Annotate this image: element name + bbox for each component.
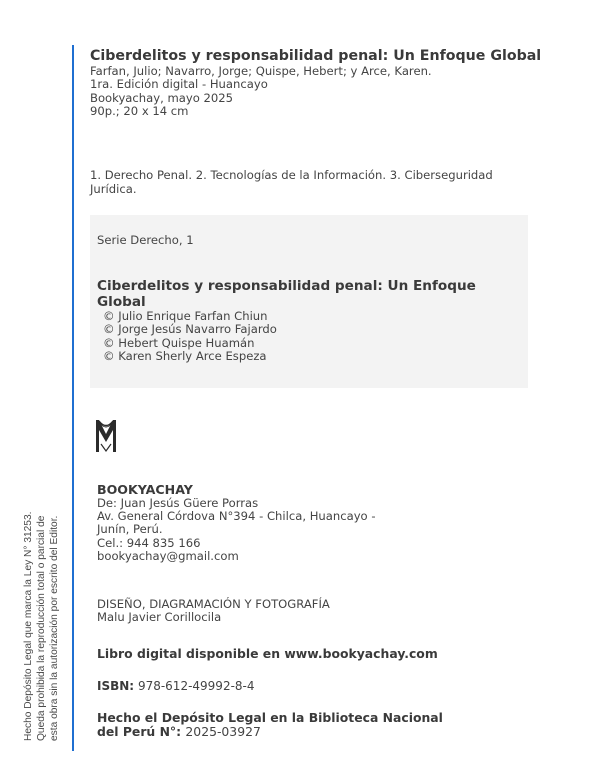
accent-vertical-line — [72, 45, 74, 751]
copyright-title-line: Ciberdelitos y responsabilidad penal: Un Enfoque — [97, 278, 476, 294]
design-credits — [97, 598, 330, 624]
book-publisher-date: Bookyachay, mayo 2025 — [90, 90, 234, 105]
copyright-title-line: Global — [97, 294, 146, 310]
book-authors: Farfan, Julio; Navarro, Jorge; Quispe, Hebert; y Arce, Karen. — [90, 64, 432, 78]
publisher-phone: Cel.: 944 835 166 — [97, 535, 201, 550]
digital-availability-note: Libro digital disponible en www.bookyachay.com — [97, 646, 438, 661]
catalog-record — [90, 48, 595, 119]
subject-headings — [90, 168, 590, 196]
legal-deposit — [97, 711, 443, 740]
series-label: Serie Derecho, 1 — [97, 233, 194, 247]
bookyachay-logo-icon — [95, 418, 117, 454]
isbn-value: 978-612-49992-8-4 — [137, 679, 255, 693]
copyright-holder: © Hebert Quispe Huamán — [103, 335, 255, 350]
legal-deposit-line — [97, 725, 443, 739]
publisher-email: bookyachay@gmail.com — [97, 548, 239, 563]
subjects-line: Jurídica. — [90, 182, 137, 196]
isbn-label: ISBN: — [97, 679, 135, 693]
book-physical-description: 90p.; 20 x 14 cm — [90, 104, 189, 119]
book-title: Ciberdelitos y responsabilidad penal: Un Enfoque Global — [90, 48, 542, 64]
design-person: Malu Javier Corillocila — [97, 610, 222, 625]
publisher-address: Av. General Córdova N°394 - Chilca, Huancayo - — [97, 509, 376, 524]
copyright-title — [97, 278, 527, 310]
design-heading: DISEÑO, DIAGRAMACIÓN Y FOTOGRAFÍA — [97, 597, 330, 611]
legal-side-note — [22, 512, 62, 741]
copyright-notice — [97, 278, 527, 363]
copyright-holder: © Julio Enrique Farfan Chiun — [103, 309, 268, 323]
legal-deposit-line: Hecho el Depósito Legal en la Biblioteca Nacional — [97, 710, 443, 725]
publisher-address: Junín, Perú. — [97, 522, 163, 537]
subjects-line: 1. Derecho Penal. 2. Tecnologías de la Información. 3. Ciberseguridad — [90, 168, 493, 182]
legal-deposit-label: del Perú N°: — [97, 724, 182, 740]
copyright-holder: © Karen Sherly Arce Espeza — [103, 348, 267, 363]
side-note-line: Queda prohibida la reproducción total o parcial de — [36, 515, 48, 741]
publisher-name: BOOKYACHAY — [97, 482, 193, 497]
copyright-holder: © Jorge Jesús Navarro Fajardo — [103, 322, 277, 337]
isbn — [97, 679, 255, 693]
publisher-info — [97, 482, 527, 563]
side-note-line: esta obra sin la autorización por escrito del Editor. — [49, 515, 61, 741]
legal-deposit-number: 2025-03927 — [185, 724, 261, 740]
book-edition: 1ra. Edición digital - Huancayo — [90, 77, 268, 92]
publisher-owner: De: Juan Jesús Güere Porras — [97, 496, 259, 510]
side-note-line: Hecho Depósito Legal que marca la Ley N° 31253. — [23, 511, 34, 741]
